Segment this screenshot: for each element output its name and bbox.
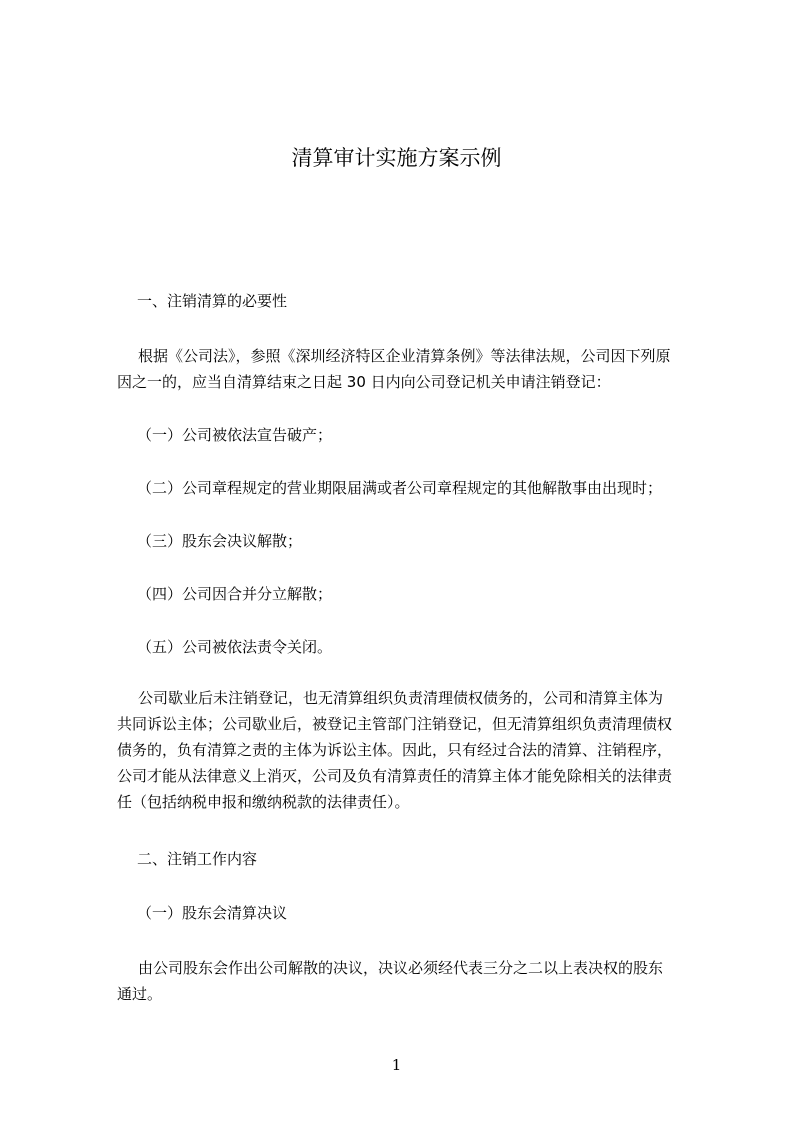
paragraph-line: 任（包括纳税申报和缴纳税款的法律责任）。 [117, 793, 410, 811]
explanation-paragraph [117, 685, 717, 815]
list-item-5: （五）公司被依法责令关闭。 [137, 638, 333, 656]
page-number: 1 [391, 1056, 402, 1074]
list-item-4: （四）公司因合并分立解散； [137, 585, 333, 603]
paragraph-line: 公司歇业后未注销登记，也无清算组织负责清理债权债务的，公司和清算主体为 [138, 689, 664, 707]
list-item-3: （三）股东会决议解散； [137, 532, 303, 550]
paragraph-line: 通过。 [117, 985, 163, 1003]
subsection-heading: （一）股东会清算决议 [137, 904, 288, 922]
list-item-1: （一）公司被依法宣告破产； [137, 426, 333, 444]
list-item-2: （二）公司章程规定的营业期限届满或者公司章程规定的其他解散事由出现时； [137, 479, 663, 497]
section-heading-1: 一、注销清算的必要性 [137, 292, 288, 310]
intro-paragraph [117, 343, 717, 395]
document-title: 清算审计实施方案示例 [291, 146, 502, 170]
paragraph-line: 由公司股东会作出公司解散的决议，决议必须经代表三分之二以上表决权的股东 [138, 959, 664, 977]
section-heading-2: 二、注销工作内容 [137, 850, 258, 868]
paragraph-line: 公司才能从法律意义上消灭，公司及负有清算责任的清算主体才能免除相关的法律责 [117, 767, 673, 785]
section2-paragraph [117, 955, 717, 1007]
paragraph-line: 根据《公司法》，参照《深圳经济特区企业清算条例》等法律法规，公司因下列原 [138, 347, 671, 365]
paragraph-line: 因之一的，应当自清算结束之日起 30 日内向公司登记机关申请注销登记： [117, 373, 611, 391]
paragraph-line: 债务的，负有清算之责的主体为诉讼主体。因此，只有经过合法的清算、注销程序， [117, 741, 673, 759]
paragraph-line: 共同诉讼主体；公司歇业后，被登记主管部门注销登记，但无清算组织负责清理债权 [117, 715, 673, 733]
